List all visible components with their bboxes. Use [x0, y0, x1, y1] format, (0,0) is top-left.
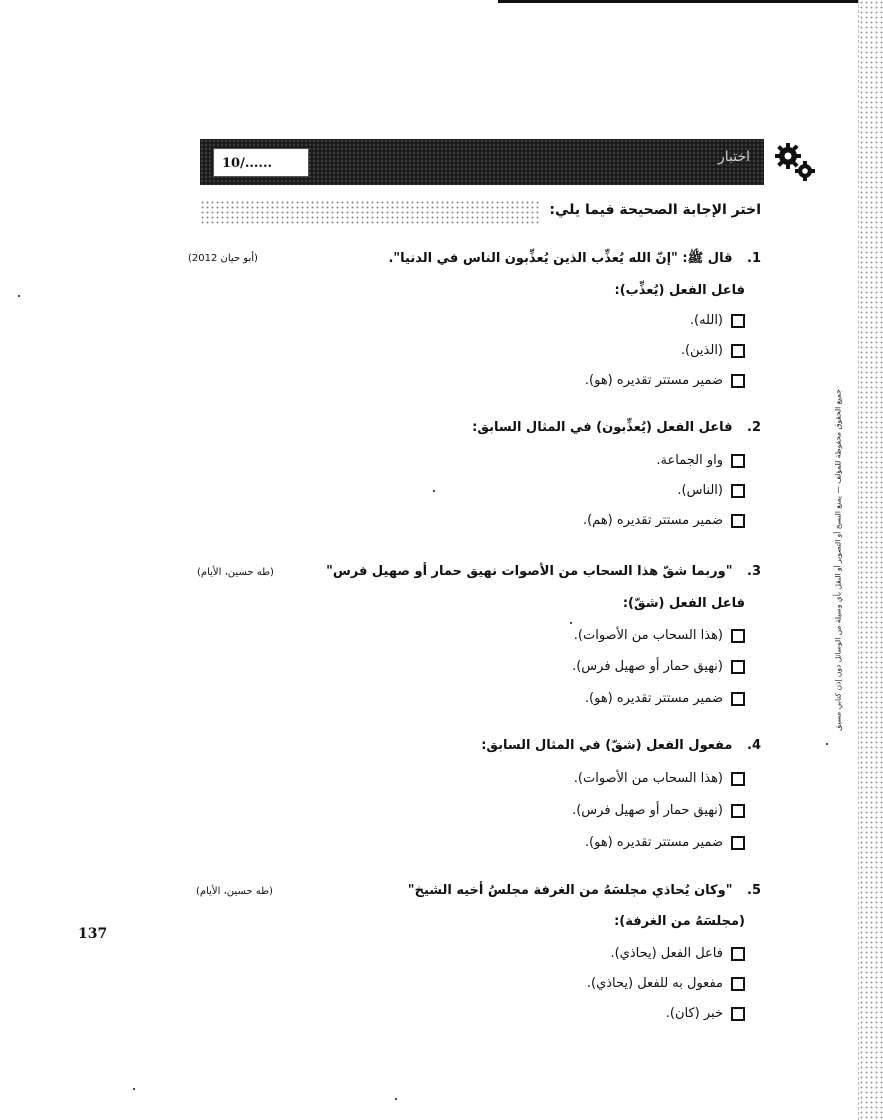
option-3a[interactable] [574, 628, 745, 643]
question-text: "وربما شقّ هذا السحاب من الأصوات نهيق حمار أو صهيل فرس" [326, 564, 733, 579]
scan-speck [570, 622, 572, 624]
option-label: ضمير مستتر تقديره (هو). [584, 835, 723, 850]
option-2c[interactable] [583, 513, 745, 528]
option-label: (الله). [689, 313, 723, 328]
checkbox[interactable] [731, 484, 745, 498]
instruction: اختر الإجابة الصحيحة فيما يلي: [549, 202, 761, 218]
option-5b[interactable] [587, 976, 745, 991]
option-label: فاعل الفعل (يحاذي). [610, 946, 723, 961]
checkbox[interactable] [731, 514, 745, 528]
option-3b[interactable] [572, 659, 745, 674]
question-2 [472, 420, 761, 435]
score-box: 10/...... [213, 148, 309, 177]
checkbox[interactable] [731, 629, 745, 643]
option-4c[interactable] [585, 835, 745, 850]
option-1b[interactable] [681, 343, 745, 358]
question-text: فاعل الفعل (يُعذِّبون) في المثال السابق: [472, 420, 733, 435]
option-label: (هذا السحاب من الأصوات). [573, 771, 723, 786]
option-1a[interactable] [690, 313, 745, 328]
option-label: (الذين). [680, 343, 723, 358]
option-label: ضمير مستتر تقديره (هم). [582, 513, 723, 528]
option-label: (نهيق حمار أو صهيل فرس). [572, 659, 723, 674]
question-prompt: فاعل الفعل (شقّ): [622, 596, 745, 611]
page-edge-strip [858, 0, 883, 1120]
option-label: ضمير مستتر تقديره (هو). [584, 691, 723, 706]
option-4b[interactable] [572, 803, 745, 818]
question-source: (طه حسين، الأيام) [196, 886, 273, 897]
question-prompt: (مجلسَهُ من الغرفة): [614, 914, 745, 929]
scan-speck [395, 1098, 397, 1100]
question-1 [388, 250, 761, 269]
question-text: مفعول الفعل (شقّ) في المثال السابق: [481, 738, 733, 753]
option-label: واو الجماعة. [656, 453, 723, 468]
copyright-side-note: جميع الحقوق محفوظة للمؤلف — يمنع النسخ أو التصوير أو النقل بأي وسيلة من الوسائل دون إذن كتابي مسبق [833, 389, 843, 731]
checkbox[interactable] [731, 344, 745, 358]
checkbox[interactable] [731, 947, 745, 961]
checkbox[interactable] [731, 314, 745, 328]
option-3c[interactable] [585, 691, 745, 706]
instruction-dots [200, 200, 540, 226]
option-5c[interactable] [666, 1006, 745, 1021]
option-4a[interactable] [574, 771, 745, 786]
option-label: (نهيق حمار أو صهيل فرس). [572, 803, 723, 818]
checkbox[interactable] [731, 660, 745, 674]
scan-speck [133, 1088, 135, 1090]
scan-speck [433, 490, 435, 492]
checkbox[interactable] [731, 772, 745, 786]
checkbox[interactable] [731, 1007, 745, 1021]
question-5 [408, 883, 761, 898]
top-rule [498, 0, 858, 3]
option-1c[interactable] [585, 373, 745, 388]
question-text: "وكان يُحاذي مجلسَهُ من الغرفة مجلسُ أخيه الشيخ" [407, 883, 733, 898]
question-number: 2. [747, 420, 761, 435]
checkbox[interactable] [731, 977, 745, 991]
question-source: (طه حسين، الأيام) [197, 567, 274, 578]
checkbox[interactable] [731, 804, 745, 818]
option-label: مفعول به للفعل (يحاذي). [586, 976, 723, 991]
checkbox[interactable] [731, 454, 745, 468]
scan-speck [18, 295, 20, 297]
scan-speck [826, 743, 828, 745]
question-number: 3. [747, 564, 761, 579]
question-4 [481, 738, 761, 753]
checkbox[interactable] [731, 374, 745, 388]
question-number: 1. [747, 251, 761, 266]
option-2a[interactable] [656, 453, 745, 468]
option-5a[interactable] [610, 946, 745, 961]
banner-title: اختبار [717, 149, 750, 165]
question-prompt: فاعل الفعل (يُعذِّب): [614, 283, 745, 298]
checkbox[interactable] [731, 836, 745, 850]
option-label: (الناس). [677, 483, 723, 498]
question-text: قال ﷺ: "إنّ الله يُعذِّب الذين يُعذِّبون الناس في الدنيا". [388, 251, 733, 266]
option-2b[interactable] [677, 483, 745, 498]
page-number: 137 [78, 926, 108, 942]
checkbox[interactable] [731, 692, 745, 706]
question-3 [326, 564, 761, 579]
gears-icon [770, 136, 822, 188]
option-label: ضمير مستتر تقديره (هو). [584, 373, 723, 388]
question-source: (أبو حيان 2012) [188, 253, 258, 264]
question-number: 5. [747, 883, 761, 898]
option-label: خبر (كان). [665, 1006, 723, 1021]
question-number: 4. [747, 738, 761, 753]
option-label: (هذا السحاب من الأصوات). [573, 628, 723, 643]
